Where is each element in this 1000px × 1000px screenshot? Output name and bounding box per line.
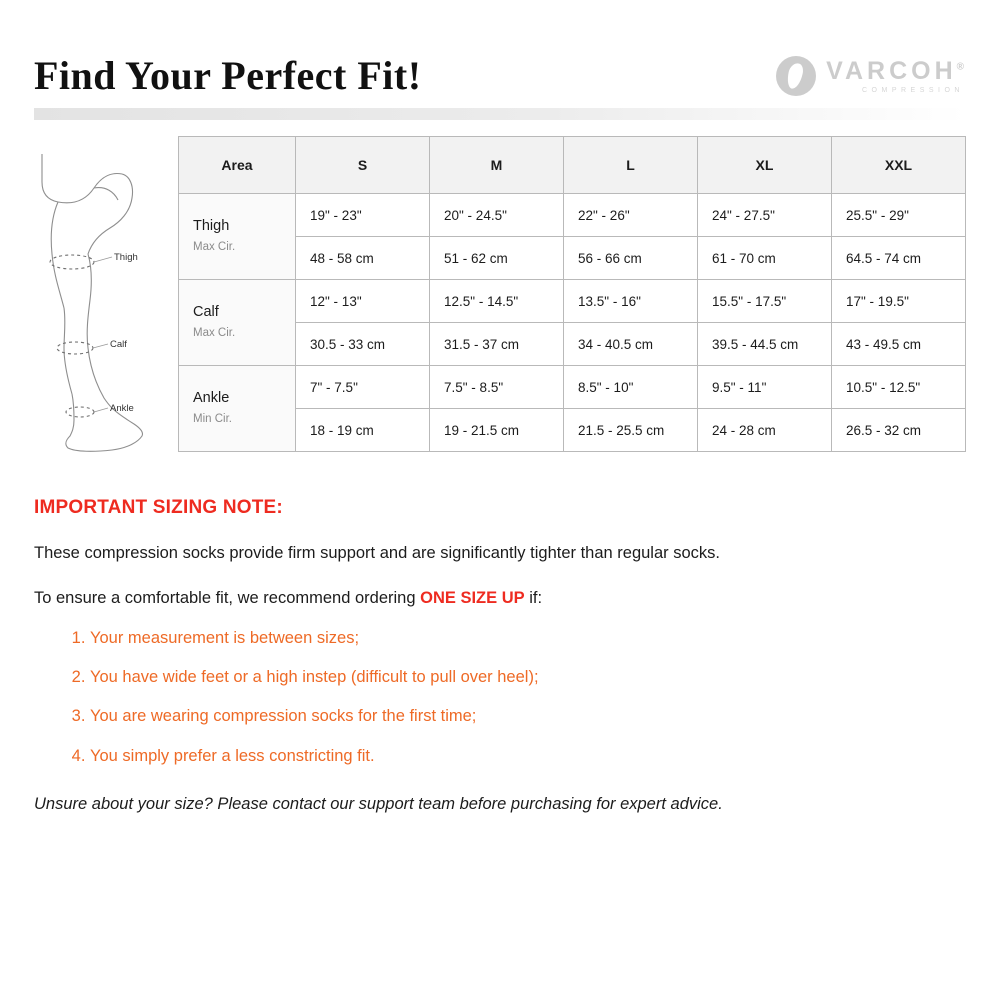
table-row xyxy=(179,323,966,366)
cell-thigh-in-s: 19" - 23" xyxy=(296,194,430,237)
area-label: Thigh xyxy=(193,218,230,235)
cell-calf-in-xxl: 17" - 19.5" xyxy=(832,280,966,323)
cell-calf-cm-xxl: 43 - 49.5 cm xyxy=(832,323,966,366)
brand-name xyxy=(826,56,964,85)
closing-note: Unsure about your size? Please contact our support team before purchasing for expert advice. xyxy=(34,795,723,814)
brand-subtitle: COMPRESSION xyxy=(861,86,964,94)
paragraph-2-before: To ensure a comfortable fit, we recommend ordering xyxy=(34,589,421,608)
list-item: 4. You simply prefer a less constricting fit. xyxy=(90,746,966,767)
area-label: Ankle xyxy=(193,390,230,407)
cell-ankle-cm-l: 21.5 - 25.5 cm xyxy=(564,409,698,452)
area-cell-thigh xyxy=(179,194,296,280)
cell-thigh-cm-m: 51 - 62 cm xyxy=(430,237,564,280)
cell-calf-in-l: 13.5" - 16" xyxy=(564,280,698,323)
area-cell-ankle xyxy=(179,366,296,452)
list-item: 2. You have wide feet or a high instep (difficult to pull over heel); xyxy=(90,667,966,688)
cell-thigh-cm-xxl: 64.5 - 74 cm xyxy=(832,237,966,280)
column-header-s: S xyxy=(296,137,430,194)
cell-calf-cm-xl: 39.5 - 44.5 cm xyxy=(698,323,832,366)
cell-calf-cm-s: 30.5 - 33 cm xyxy=(296,323,430,366)
brand-logo xyxy=(776,56,964,96)
diagram-label-thigh: Thigh xyxy=(114,252,138,263)
cell-calf-in-s: 12" - 13" xyxy=(296,280,430,323)
cell-calf-cm-m: 31.5 - 37 cm xyxy=(430,323,564,366)
cell-thigh-in-l: 22" - 26" xyxy=(564,194,698,237)
column-header-l: L xyxy=(564,137,698,194)
cell-ankle-cm-xxl: 26.5 - 32 cm xyxy=(832,409,966,452)
cell-ankle-in-m: 7.5" - 8.5" xyxy=(430,366,564,409)
page-header xyxy=(34,0,966,118)
list-item: 1. Your measurement is between sizes; xyxy=(90,628,966,649)
one-size-up-highlight: ONE SIZE UP xyxy=(420,589,525,608)
cell-thigh-in-xxl: 25.5" - 29" xyxy=(832,194,966,237)
cell-thigh-cm-xl: 61 - 70 cm xyxy=(698,237,832,280)
sizing-note-title: IMPORTANT SIZING NOTE: xyxy=(34,497,283,518)
cell-ankle-cm-xl: 24 - 28 cm xyxy=(698,409,832,452)
cell-ankle-in-s: 7" - 7.5" xyxy=(296,366,430,409)
cell-ankle-in-xl: 9.5" - 11" xyxy=(698,366,832,409)
leg-illustration-icon xyxy=(34,142,178,462)
cell-ankle-in-l: 8.5" - 10" xyxy=(564,366,698,409)
table-row xyxy=(179,194,966,237)
cell-calf-in-xl: 15.5" - 17.5" xyxy=(698,280,832,323)
area-label: Calf xyxy=(193,304,219,321)
sizing-note-paragraph-1: These compression socks provide firm support and are significantly tighter than regular socks. xyxy=(34,544,720,562)
size-table xyxy=(178,136,966,452)
cell-thigh-cm-l: 56 - 66 cm xyxy=(564,237,698,280)
table-header-row xyxy=(179,137,966,194)
brand-name-text: VARCOH xyxy=(826,56,957,85)
brand-text xyxy=(826,56,964,94)
sizing-note-paragraph-2 xyxy=(34,587,966,609)
diagram-label-calf: Calf xyxy=(110,339,127,350)
paragraph-2-after: if: xyxy=(524,589,543,608)
diagram-label-ankle: Ankle xyxy=(110,403,134,414)
cell-calf-cm-l: 34 - 40.5 cm xyxy=(564,323,698,366)
cell-ankle-cm-m: 19 - 21.5 cm xyxy=(430,409,564,452)
chart-content xyxy=(34,136,966,467)
cell-ankle-in-xxl: 10.5" - 12.5" xyxy=(832,366,966,409)
area-cell-calf xyxy=(179,280,296,366)
brand-registered-mark: ® xyxy=(956,61,964,73)
area-note: Min Cir. xyxy=(193,413,232,426)
table-row xyxy=(179,409,966,452)
area-note: Max Cir. xyxy=(193,241,236,254)
leg-diagram xyxy=(34,136,178,467)
header-divider xyxy=(34,108,966,120)
list-item: 3. You are wearing compression socks for the first time; xyxy=(90,706,966,727)
cell-thigh-cm-s: 48 - 58 cm xyxy=(296,237,430,280)
size-table-header xyxy=(179,137,966,194)
column-header-xxl: XXL xyxy=(832,137,966,194)
area-note: Max Cir. xyxy=(193,327,236,340)
cell-calf-in-m: 12.5" - 14.5" xyxy=(430,280,564,323)
column-header-m: M xyxy=(430,137,564,194)
table-row xyxy=(179,280,966,323)
cell-ankle-cm-s: 18 - 19 cm xyxy=(296,409,430,452)
sizing-reasons-list xyxy=(34,628,966,768)
cell-thigh-in-m: 20" - 24.5" xyxy=(430,194,564,237)
column-header-area: Area xyxy=(179,137,296,194)
size-table-body xyxy=(179,194,966,452)
table-row xyxy=(179,237,966,280)
table-row xyxy=(179,366,966,409)
brand-mark-icon xyxy=(776,56,816,96)
cell-thigh-in-xl: 24" - 27.5" xyxy=(698,194,832,237)
page-title: Find Your Perfect Fit! xyxy=(34,53,422,98)
column-header-xl: XL xyxy=(698,137,832,194)
